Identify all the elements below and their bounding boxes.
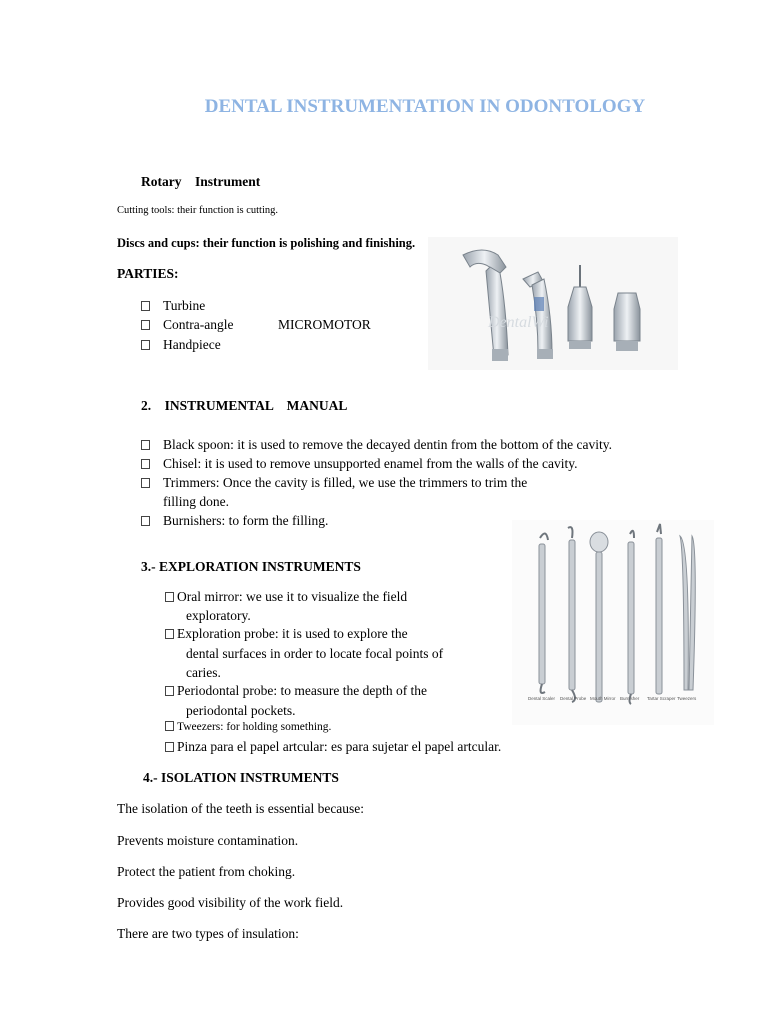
list-item-continuation: dental surfaces in order to locate focal points of	[186, 646, 444, 661]
isolation-text: Prevents moisture contamination.	[117, 833, 299, 848]
handpieces-image	[428, 237, 678, 370]
list-item-text: Contra-angle	[163, 317, 234, 332]
bullet-icon	[141, 301, 150, 311]
handpieces-illustration	[428, 237, 678, 370]
manual-heading: 2. INSTRUMENTAL MANUAL	[141, 398, 348, 413]
list-item-text: Oral mirror: we use it to visualize the field	[177, 589, 408, 604]
list-item-text: Handpiece	[163, 337, 221, 352]
discs-cups-text: Discs and cups: their function is polishing and finishing.	[117, 236, 416, 250]
list-item	[165, 683, 428, 699]
list-item-continuation: exploratory.	[186, 608, 251, 623]
exploration-heading: 3.- EXPLORATION INSTRUMENTS	[141, 559, 361, 574]
caption-dental-scaler: Dental Scaler	[528, 696, 556, 701]
caption-burnisher: Burnisher	[620, 696, 640, 701]
list-item-text: Periodontal probe: to measure the depth of the	[177, 683, 428, 698]
list-item	[141, 337, 221, 353]
cutting-tools-text: Cutting tools: their function is cutting.	[117, 205, 278, 216]
micromotor-label: MICROMOTOR	[278, 317, 371, 332]
bullet-icon	[165, 742, 174, 752]
list-item-text: Burnishers: to form the filling.	[163, 513, 329, 528]
bullet-icon	[141, 440, 150, 450]
isolation-text: Provides good visibility of the work field.	[117, 895, 344, 910]
list-item-continuation: filling done.	[163, 494, 229, 509]
list-item	[165, 739, 502, 755]
list-item-text: Turbine	[163, 298, 206, 313]
bullet-icon	[165, 686, 174, 696]
isolation-heading: 4.- ISOLATION INSTRUMENTS	[143, 770, 339, 785]
caption-dental-probe: Dental Probe	[560, 696, 587, 701]
list-item	[141, 437, 613, 453]
rotary-heading: Rotary Instrument	[141, 174, 261, 189]
list-item-text: Tweezers: for holding something.	[177, 721, 332, 733]
caption-tartar-scraper: Tartar Scraper	[647, 696, 676, 701]
caption-tweezers: Tweezers	[677, 696, 697, 701]
parties-heading: PARTIES:	[117, 266, 179, 281]
instruments-illustration	[512, 520, 714, 725]
list-item-continuation: caries.	[186, 665, 221, 680]
isolation-text: Protect the patient from choking.	[117, 864, 296, 879]
list-item	[165, 589, 408, 605]
bullet-icon	[141, 516, 150, 526]
isolation-text: The isolation of the teeth is essential because:	[117, 801, 365, 816]
bullet-icon	[165, 721, 174, 731]
list-item-text: Trimmers: Once the cavity is filled, we use the trimmers to trim the	[163, 475, 528, 490]
page-title: DENTAL INSTRUMENTATION IN ODONTOLOGY	[204, 96, 646, 117]
bullet-icon	[141, 320, 150, 330]
list-item-text: Exploration probe: it is used to explore the	[177, 626, 408, 641]
bullet-icon	[141, 459, 150, 469]
bullet-icon	[165, 592, 174, 602]
svg-text:DentalWi: DentalWi	[488, 314, 549, 331]
caption-mouth-mirror: Mouth Mirror	[590, 696, 616, 701]
exploration-instruments-image	[512, 520, 714, 725]
list-item-continuation: periodontal pockets.	[186, 703, 296, 718]
list-item	[141, 475, 528, 491]
list-item	[165, 626, 408, 642]
list-item-text: Black spoon: it is used to remove the decayed dentin from the bottom of the cavity.	[163, 437, 613, 452]
bullet-icon	[141, 478, 150, 488]
list-item	[141, 298, 206, 314]
list-item-text: Pinza para el papel artcular: es para sujetar el papel artcular.	[177, 739, 502, 754]
isolation-text: There are two types of insulation:	[117, 926, 299, 941]
list-item	[141, 513, 329, 529]
bullet-icon	[141, 340, 150, 350]
list-item	[141, 317, 234, 333]
list-item	[141, 456, 578, 472]
bullet-icon	[165, 629, 174, 639]
list-item	[165, 721, 332, 733]
list-item-text: Chisel: it is used to remove unsupported enamel from the walls of the cavity.	[163, 456, 578, 471]
